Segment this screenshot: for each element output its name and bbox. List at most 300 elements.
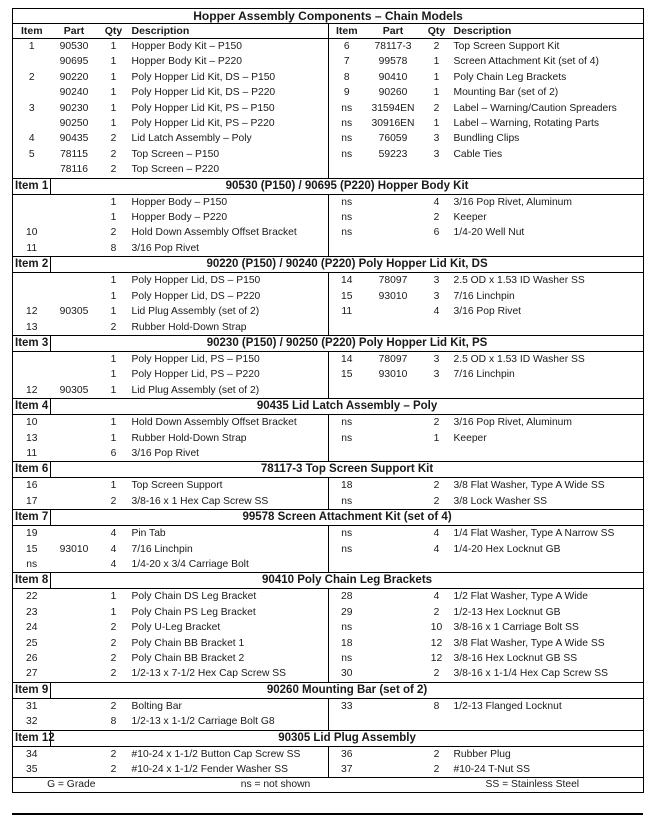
table-row <box>13 70 644 85</box>
description-cell: Poly Hopper Lid, DS – P220 <box>131 290 261 302</box>
qty-cell: 1 <box>110 417 117 429</box>
part-cell: 90695 <box>59 56 89 68</box>
item-cell: 2 <box>13 70 51 85</box>
part-cell: 90220 <box>59 71 89 83</box>
qty-cell: 8 <box>110 716 117 728</box>
part-cell <box>51 589 98 605</box>
description-cell: #10-24 x 1-1/2 Fender Washer SS <box>131 764 288 776</box>
item-cell: 19 <box>13 526 51 542</box>
qty-cell: 2 <box>433 212 440 224</box>
qty-cell: 4 <box>433 591 440 603</box>
qty-cell: 4 <box>110 528 117 540</box>
part-cell <box>365 746 422 762</box>
qty-cell: 2 <box>433 495 440 507</box>
parts-document <box>12 8 643 793</box>
header-qty: Qty <box>422 24 452 39</box>
qty-cell: 3 <box>433 290 440 302</box>
part-cell <box>51 478 98 494</box>
qty-cell: 8 <box>433 700 440 712</box>
section-label: Item 7 <box>13 510 51 526</box>
item-cell <box>13 116 51 131</box>
part-cell: 90530 <box>59 41 89 52</box>
item-cell: 11 <box>13 446 51 462</box>
part-cell: 90435 <box>59 133 89 145</box>
qty-cell: 1 <box>110 306 117 318</box>
part-cell <box>365 431 422 446</box>
description-cell: #10-24 T-Nut SS <box>452 762 644 778</box>
legend-stainless: SS = Stainless Steel <box>422 778 644 793</box>
item-cell <box>13 85 51 100</box>
qty-cell: 4 <box>433 306 440 318</box>
description-cell <box>452 557 644 573</box>
parts-table <box>12 8 644 793</box>
table-row <box>13 746 644 762</box>
table-row <box>13 651 644 666</box>
item-cell <box>329 320 365 336</box>
section-header-row <box>13 257 644 273</box>
part-cell: 78117-3 <box>374 41 412 52</box>
item-cell: 7 <box>329 54 365 69</box>
part-cell <box>365 651 422 666</box>
part-cell <box>51 241 98 257</box>
part-cell <box>51 225 98 240</box>
part-cell: 90305 <box>59 306 89 318</box>
qty-cell: 1 <box>110 118 117 130</box>
qty-cell: 3 <box>433 133 440 145</box>
description-cell: 1/2 Flat Washer, Type A Wide <box>452 589 644 605</box>
item-cell: 1 <box>13 39 51 55</box>
qty-cell: 1 <box>110 353 117 365</box>
table-row <box>13 210 644 225</box>
part-cell <box>365 383 422 399</box>
description-cell: Hold Down Assembly Offset Bracket <box>131 417 297 429</box>
table-row <box>13 542 644 557</box>
item-cell <box>13 367 51 382</box>
item-cell <box>329 714 365 730</box>
qty-cell: 2 <box>110 622 117 634</box>
item-cell: ns <box>329 526 365 542</box>
part-cell <box>51 194 98 210</box>
part-cell: 90250 <box>59 118 89 130</box>
item-cell: 27 <box>13 666 51 682</box>
section-header-row <box>13 682 644 698</box>
table-row <box>13 415 644 431</box>
item-cell: ns <box>329 431 365 446</box>
description-cell: 7/16 Linchpin <box>131 543 193 555</box>
table-row <box>13 304 644 319</box>
item-cell: 3 <box>13 101 51 116</box>
legend-row <box>13 778 644 793</box>
qty-cell: 4 <box>433 196 440 208</box>
item-cell: ns <box>329 147 365 162</box>
description-cell: 3/8 Flat Washer, Type A Wide SS <box>452 478 644 494</box>
item-cell: 18 <box>329 478 365 494</box>
section-title: 90260 Mounting Bar (set of 2) <box>51 682 644 698</box>
qty-cell <box>422 162 452 178</box>
part-cell <box>365 714 422 730</box>
item-cell: ns <box>13 557 51 573</box>
description-cell: 3/8 Lock Washer SS <box>452 494 644 510</box>
description-cell: Lid Plug Assembly (set of 2) <box>131 306 260 318</box>
description-cell: Lid Plug Assembly (set of 2) <box>131 384 260 396</box>
description-cell: 1/4-20 x 3/4 Carriage Bolt <box>131 558 249 570</box>
description-cell: 3/16 Pop Rivet <box>131 242 200 254</box>
item-cell: 15 <box>329 289 365 304</box>
description-cell: 3/8-16 x 1 Carriage Bolt SS <box>452 620 644 635</box>
table-row <box>13 446 644 462</box>
qty-cell: 1 <box>433 87 440 99</box>
part-cell: 30916EN <box>371 118 415 130</box>
item-cell: 33 <box>329 698 365 714</box>
qty-cell: 2 <box>110 148 117 160</box>
qty-cell: 4 <box>110 558 117 570</box>
qty-cell: 3 <box>433 369 440 381</box>
part-cell <box>365 620 422 635</box>
part-cell <box>365 210 422 225</box>
section-label: Item 4 <box>13 399 51 415</box>
table-row <box>13 383 644 399</box>
description-cell: Poly U-Leg Bracket <box>131 622 221 634</box>
qty-cell: 1 <box>110 384 117 396</box>
qty-cell: 10 <box>430 622 443 634</box>
qty-cell: 1 <box>110 41 117 52</box>
item-cell: 11 <box>13 241 51 257</box>
item-cell <box>13 289 51 304</box>
description-cell: Hold Down Assembly Offset Bracket <box>131 227 297 239</box>
description-cell: Top Screen – P150 <box>131 148 220 160</box>
qty-cell: 1 <box>110 432 117 444</box>
part-cell <box>51 431 98 446</box>
description-cell <box>452 714 644 730</box>
description-cell <box>452 383 644 399</box>
qty-cell: 3 <box>433 353 440 365</box>
qty-cell: 4 <box>433 528 440 540</box>
table-row <box>13 39 644 55</box>
part-cell <box>51 210 98 225</box>
part-cell: 31594EN <box>371 102 415 114</box>
description-cell: Hopper Body – P220 <box>131 212 228 224</box>
table-row <box>13 320 644 336</box>
item-cell: 29 <box>329 605 365 620</box>
item-cell: 31 <box>13 698 51 714</box>
part-cell <box>365 698 422 714</box>
section-header-row <box>13 399 644 415</box>
item-cell: 30 <box>329 666 365 682</box>
description-cell: Cable Ties <box>452 147 644 162</box>
table-row <box>13 101 644 116</box>
section-header-row <box>13 510 644 526</box>
item-cell: 28 <box>329 589 365 605</box>
description-cell: Hopper Body Kit – P150 <box>131 41 242 52</box>
description-cell: 7/16 Linchpin <box>452 289 644 304</box>
table-row <box>13 494 644 510</box>
part-cell <box>365 320 422 336</box>
part-cell <box>51 714 98 730</box>
part-cell <box>365 478 422 494</box>
section-title: 99578 Screen Attachment Kit (set of 4) <box>51 510 644 526</box>
part-cell <box>365 666 422 682</box>
part-cell <box>51 526 98 542</box>
description-cell <box>452 446 644 462</box>
description-cell <box>452 320 644 336</box>
part-cell <box>365 194 422 210</box>
item-cell: ns <box>329 101 365 116</box>
item-cell: 12 <box>13 383 51 399</box>
item-cell: 34 <box>13 746 51 762</box>
qty-cell: 2 <box>110 653 117 664</box>
qty-cell <box>422 241 452 257</box>
part-cell <box>365 762 422 778</box>
description-cell: Rubber Hold-Down Strap <box>131 321 247 333</box>
description-cell: Rubber Plug <box>452 746 644 762</box>
item-cell <box>13 210 51 225</box>
description-cell: Bolting Bar <box>131 700 182 712</box>
item-cell <box>329 241 365 257</box>
section-label: Item 1 <box>13 178 51 194</box>
item-cell: 10 <box>13 415 51 431</box>
qty-cell: 2 <box>110 133 117 145</box>
item-cell: ns <box>329 651 365 666</box>
section-label: Item 6 <box>13 462 51 478</box>
qty-cell: 4 <box>433 543 440 555</box>
qty-cell: 2 <box>433 41 440 52</box>
part-cell: 78097 <box>378 353 408 365</box>
part-cell <box>365 304 422 319</box>
description-cell: 2.5 OD x 1.53 ID Washer SS <box>452 351 644 367</box>
part-cell: 90240 <box>59 87 89 99</box>
table-row <box>13 194 644 210</box>
qty-cell: 1 <box>110 591 117 603</box>
qty-cell: 2 <box>433 417 440 429</box>
qty-cell: 2 <box>110 637 117 649</box>
part-cell <box>365 526 422 542</box>
bottom-rule <box>12 813 643 815</box>
part-cell <box>51 557 98 573</box>
description-cell: 3/8-16 x 1 Hex Cap Screw SS <box>131 495 269 507</box>
qty-cell <box>422 383 452 399</box>
item-cell: 9 <box>329 85 365 100</box>
part-cell <box>365 241 422 257</box>
part-cell <box>365 415 422 431</box>
table-row <box>13 620 644 635</box>
qty-cell: 1 <box>433 56 440 68</box>
qty-cell: 2 <box>433 668 440 680</box>
part-cell: 78115 <box>60 148 88 160</box>
description-cell: Label – Warning, Rotating Parts <box>452 116 644 131</box>
item-cell: 17 <box>13 494 51 510</box>
part-cell <box>365 557 422 573</box>
part-cell <box>51 651 98 666</box>
part-cell <box>51 289 98 304</box>
part-cell: 90305 <box>59 384 89 396</box>
table-row <box>13 289 644 304</box>
item-cell <box>13 351 51 367</box>
table-row <box>13 762 644 778</box>
item-cell: 15 <box>329 367 365 382</box>
table-row <box>13 526 644 542</box>
qty-cell: 1 <box>110 102 117 114</box>
qty-cell: 1 <box>110 56 117 68</box>
qty-cell: 2 <box>110 748 117 760</box>
part-cell <box>51 666 98 682</box>
table-row <box>13 431 644 446</box>
qty-cell: 2 <box>110 321 117 333</box>
section-title: 78117-3 Top Screen Support Kit <box>51 462 644 478</box>
item-cell: 25 <box>13 636 51 651</box>
section-title: 90230 (P150) / 90250 (P220) Poly Hopper Lid Kit, PS <box>51 335 644 351</box>
description-cell: Top Screen Support Kit <box>452 39 644 55</box>
item-cell <box>13 273 51 289</box>
part-cell: 90260 <box>378 87 408 99</box>
item-cell <box>13 54 51 69</box>
qty-cell <box>422 557 452 573</box>
part-cell: 90410 <box>378 71 408 83</box>
part-cell <box>51 367 98 382</box>
item-cell: 16 <box>13 478 51 494</box>
section-label: Item 8 <box>13 573 51 589</box>
description-cell: Bundling Clips <box>452 131 644 146</box>
description-cell: 1/4-20 Hex Locknut GB <box>452 542 644 557</box>
qty-cell: 1 <box>110 480 117 492</box>
description-cell: Rubber Hold-Down Strap <box>131 432 247 444</box>
qty-cell: 1 <box>110 369 117 381</box>
item-cell: 22 <box>13 589 51 605</box>
description-cell: Poly Hopper Lid, DS – P150 <box>131 275 261 287</box>
header-part: Part <box>51 24 98 39</box>
qty-cell: 8 <box>110 242 117 254</box>
item-cell <box>329 557 365 573</box>
qty-cell: 2 <box>110 764 117 776</box>
table-row <box>13 557 644 573</box>
description-cell: Hopper Body Kit – P220 <box>131 56 242 68</box>
item-cell: 35 <box>13 762 51 778</box>
description-cell: Top Screen – P220 <box>131 164 220 176</box>
part-cell <box>51 415 98 431</box>
part-cell: 93010 <box>59 543 89 555</box>
part-cell: 76059 <box>378 133 408 145</box>
item-cell <box>329 446 365 462</box>
description-cell: Lid Latch Assembly – Poly <box>131 133 252 145</box>
qty-cell: 4 <box>110 543 117 555</box>
description-cell: Screen Attachment Kit (set of 4) <box>452 54 644 69</box>
item-cell: 12 <box>13 304 51 319</box>
description-cell: 1/2-13 x 7-1/2 Hex Cap Screw SS <box>131 668 287 680</box>
qty-cell: 1 <box>110 87 117 99</box>
description-cell: Poly Hopper Lid, PS – P150 <box>131 353 260 365</box>
qty-cell: 12 <box>430 637 443 649</box>
header-qty: Qty <box>98 24 130 39</box>
qty-cell: 2 <box>433 764 440 776</box>
item-cell: 24 <box>13 620 51 635</box>
table-row <box>13 147 644 162</box>
item-cell: ns <box>329 494 365 510</box>
qty-cell: 3 <box>433 275 440 287</box>
qty-cell: 1 <box>433 118 440 130</box>
qty-cell: 2 <box>433 480 440 492</box>
qty-cell: 6 <box>110 447 117 459</box>
description-cell: 3/16 Pop Rivet <box>131 447 200 459</box>
qty-cell: 2 <box>433 102 440 114</box>
qty-cell <box>422 714 452 730</box>
table-row <box>13 85 644 100</box>
part-cell <box>365 636 422 651</box>
table-row <box>13 367 644 382</box>
table-row <box>13 666 644 682</box>
description-cell: 1/2-13 Flanged Locknut <box>452 698 644 714</box>
description-cell: Poly Chain BB Bracket 1 <box>131 637 245 649</box>
description-cell: Poly Hopper Lid Kit, PS – P220 <box>131 118 275 130</box>
item-cell: 4 <box>13 131 51 146</box>
description-cell: 1/4-20 Well Nut <box>452 225 644 240</box>
table-row <box>13 241 644 257</box>
item-cell: 23 <box>13 605 51 620</box>
item-cell: 13 <box>13 431 51 446</box>
item-cell: 5 <box>13 147 51 162</box>
part-cell: 93010 <box>378 290 408 302</box>
table-row <box>13 131 644 146</box>
qty-cell <box>422 446 452 462</box>
description-cell: Hopper Body – P150 <box>131 196 228 208</box>
item-cell <box>13 162 51 178</box>
description-cell: Keeper <box>452 210 644 225</box>
table-row <box>13 589 644 605</box>
qty-cell: 2 <box>110 164 117 176</box>
table-row <box>13 273 644 289</box>
item-cell <box>329 383 365 399</box>
item-cell: ns <box>329 210 365 225</box>
item-cell <box>13 194 51 210</box>
item-cell: 15 <box>13 542 51 557</box>
part-cell <box>51 746 98 762</box>
item-cell: 37 <box>329 762 365 778</box>
description-cell: 3/16 Pop Rivet, Aluminum <box>452 415 644 431</box>
part-cell <box>51 446 98 462</box>
table-row <box>13 162 644 178</box>
table-row <box>13 225 644 240</box>
item-cell: ns <box>329 116 365 131</box>
table-row <box>13 698 644 714</box>
section-label: Item 2 <box>13 257 51 273</box>
header-description: Description <box>130 24 329 39</box>
description-cell: Keeper <box>452 431 644 446</box>
part-cell: 59223 <box>378 148 408 160</box>
item-cell: 32 <box>13 714 51 730</box>
item-cell: ns <box>329 620 365 635</box>
description-cell: 3/16 Pop Rivet, Aluminum <box>452 194 644 210</box>
qty-cell: 1 <box>110 196 117 208</box>
part-cell: 93010 <box>378 369 408 381</box>
qty-cell: 1 <box>433 432 440 444</box>
section-title: 90435 Lid Latch Assembly – Poly <box>51 399 644 415</box>
part-cell <box>51 494 98 510</box>
part-cell <box>51 273 98 289</box>
table-row <box>13 478 644 494</box>
description-cell: 1/4 Flat Washer, Type A Narrow SS <box>452 526 644 542</box>
qty-cell: 2 <box>433 748 440 760</box>
section-header-row <box>13 335 644 351</box>
table-row <box>13 116 644 131</box>
qty-cell: 2 <box>110 700 117 712</box>
item-cell: 14 <box>329 351 365 367</box>
description-cell: 7/16 Linchpin <box>452 367 644 382</box>
item-cell: ns <box>329 542 365 557</box>
qty-cell <box>422 320 452 336</box>
section-header-row <box>13 178 644 194</box>
section-title: 90530 (P150) / 90695 (P220) Hopper Body Kit <box>51 178 644 194</box>
qty-cell: 6 <box>433 227 440 239</box>
qty-cell: 2 <box>110 495 117 507</box>
part-cell <box>365 225 422 240</box>
